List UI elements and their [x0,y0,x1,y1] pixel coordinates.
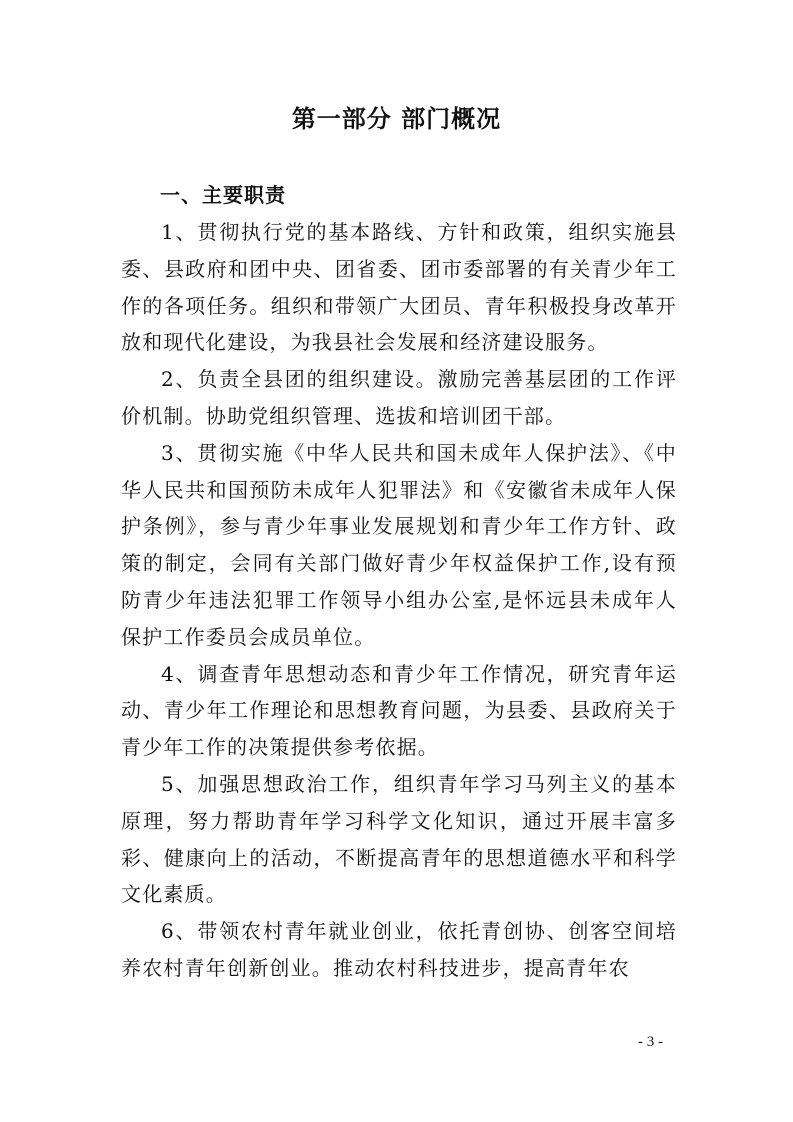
body-text [121,214,677,987]
paragraph: 2、负责全县团的组织建设。激励完善基层团的工作评价机制。协助党组织管理、选拔和培训团干部。 [121,367,677,428]
paragraph: 4、调查青年思想动态和青少年工作情况，研究青年运动、青少年工作理论和思想教育问题，为县委、县政府关于青少年工作的决策提供参考依据。 [121,661,677,760]
section-heading: 一、主要职责 [160,183,286,207]
paragraph: 6、带领农村青年就业创业，依托青创协、创客空间培养农村青年创新创业。推动农村科技进步，提高青年农 [121,919,677,980]
paragraph: 1、贯彻执行党的基本路线、方针和政策，组织实施县委、县政府和团中央、团省委、团市委部署的有关青少年工作的各项任务。组织和带领广大团员、青年积极投身改革开放和现代化建设，为我县社会发展和经济建设服务。 [121,220,677,355]
paragraph: 5、加强思想政治工作，组织青年学习马列主义的基本原理，努力帮助青年学习科学文化知识，通过开展丰富多彩、健康向上的活动，不断提高青年的思想道德水平和科学文化素质。 [121,771,677,907]
paragraph: 3、贯彻实施《中华人民共和国未成年人保护法》、《中华人民共和国预防未成年人犯罪法》和《安徽省未成年人保护条例》，参与青少年事业发展规划和青少年工作方针、政策的制定，会同有关部门做好青少年权益保护工作,设有预防青少年违法犯罪工作领导小组办公室,是怀远县未成年人保护工作委员会成员单位。 [121,440,677,649]
page-title: 第一部分 部门概况 [291,105,502,133]
page-number: - 3 - [638,1034,663,1050]
